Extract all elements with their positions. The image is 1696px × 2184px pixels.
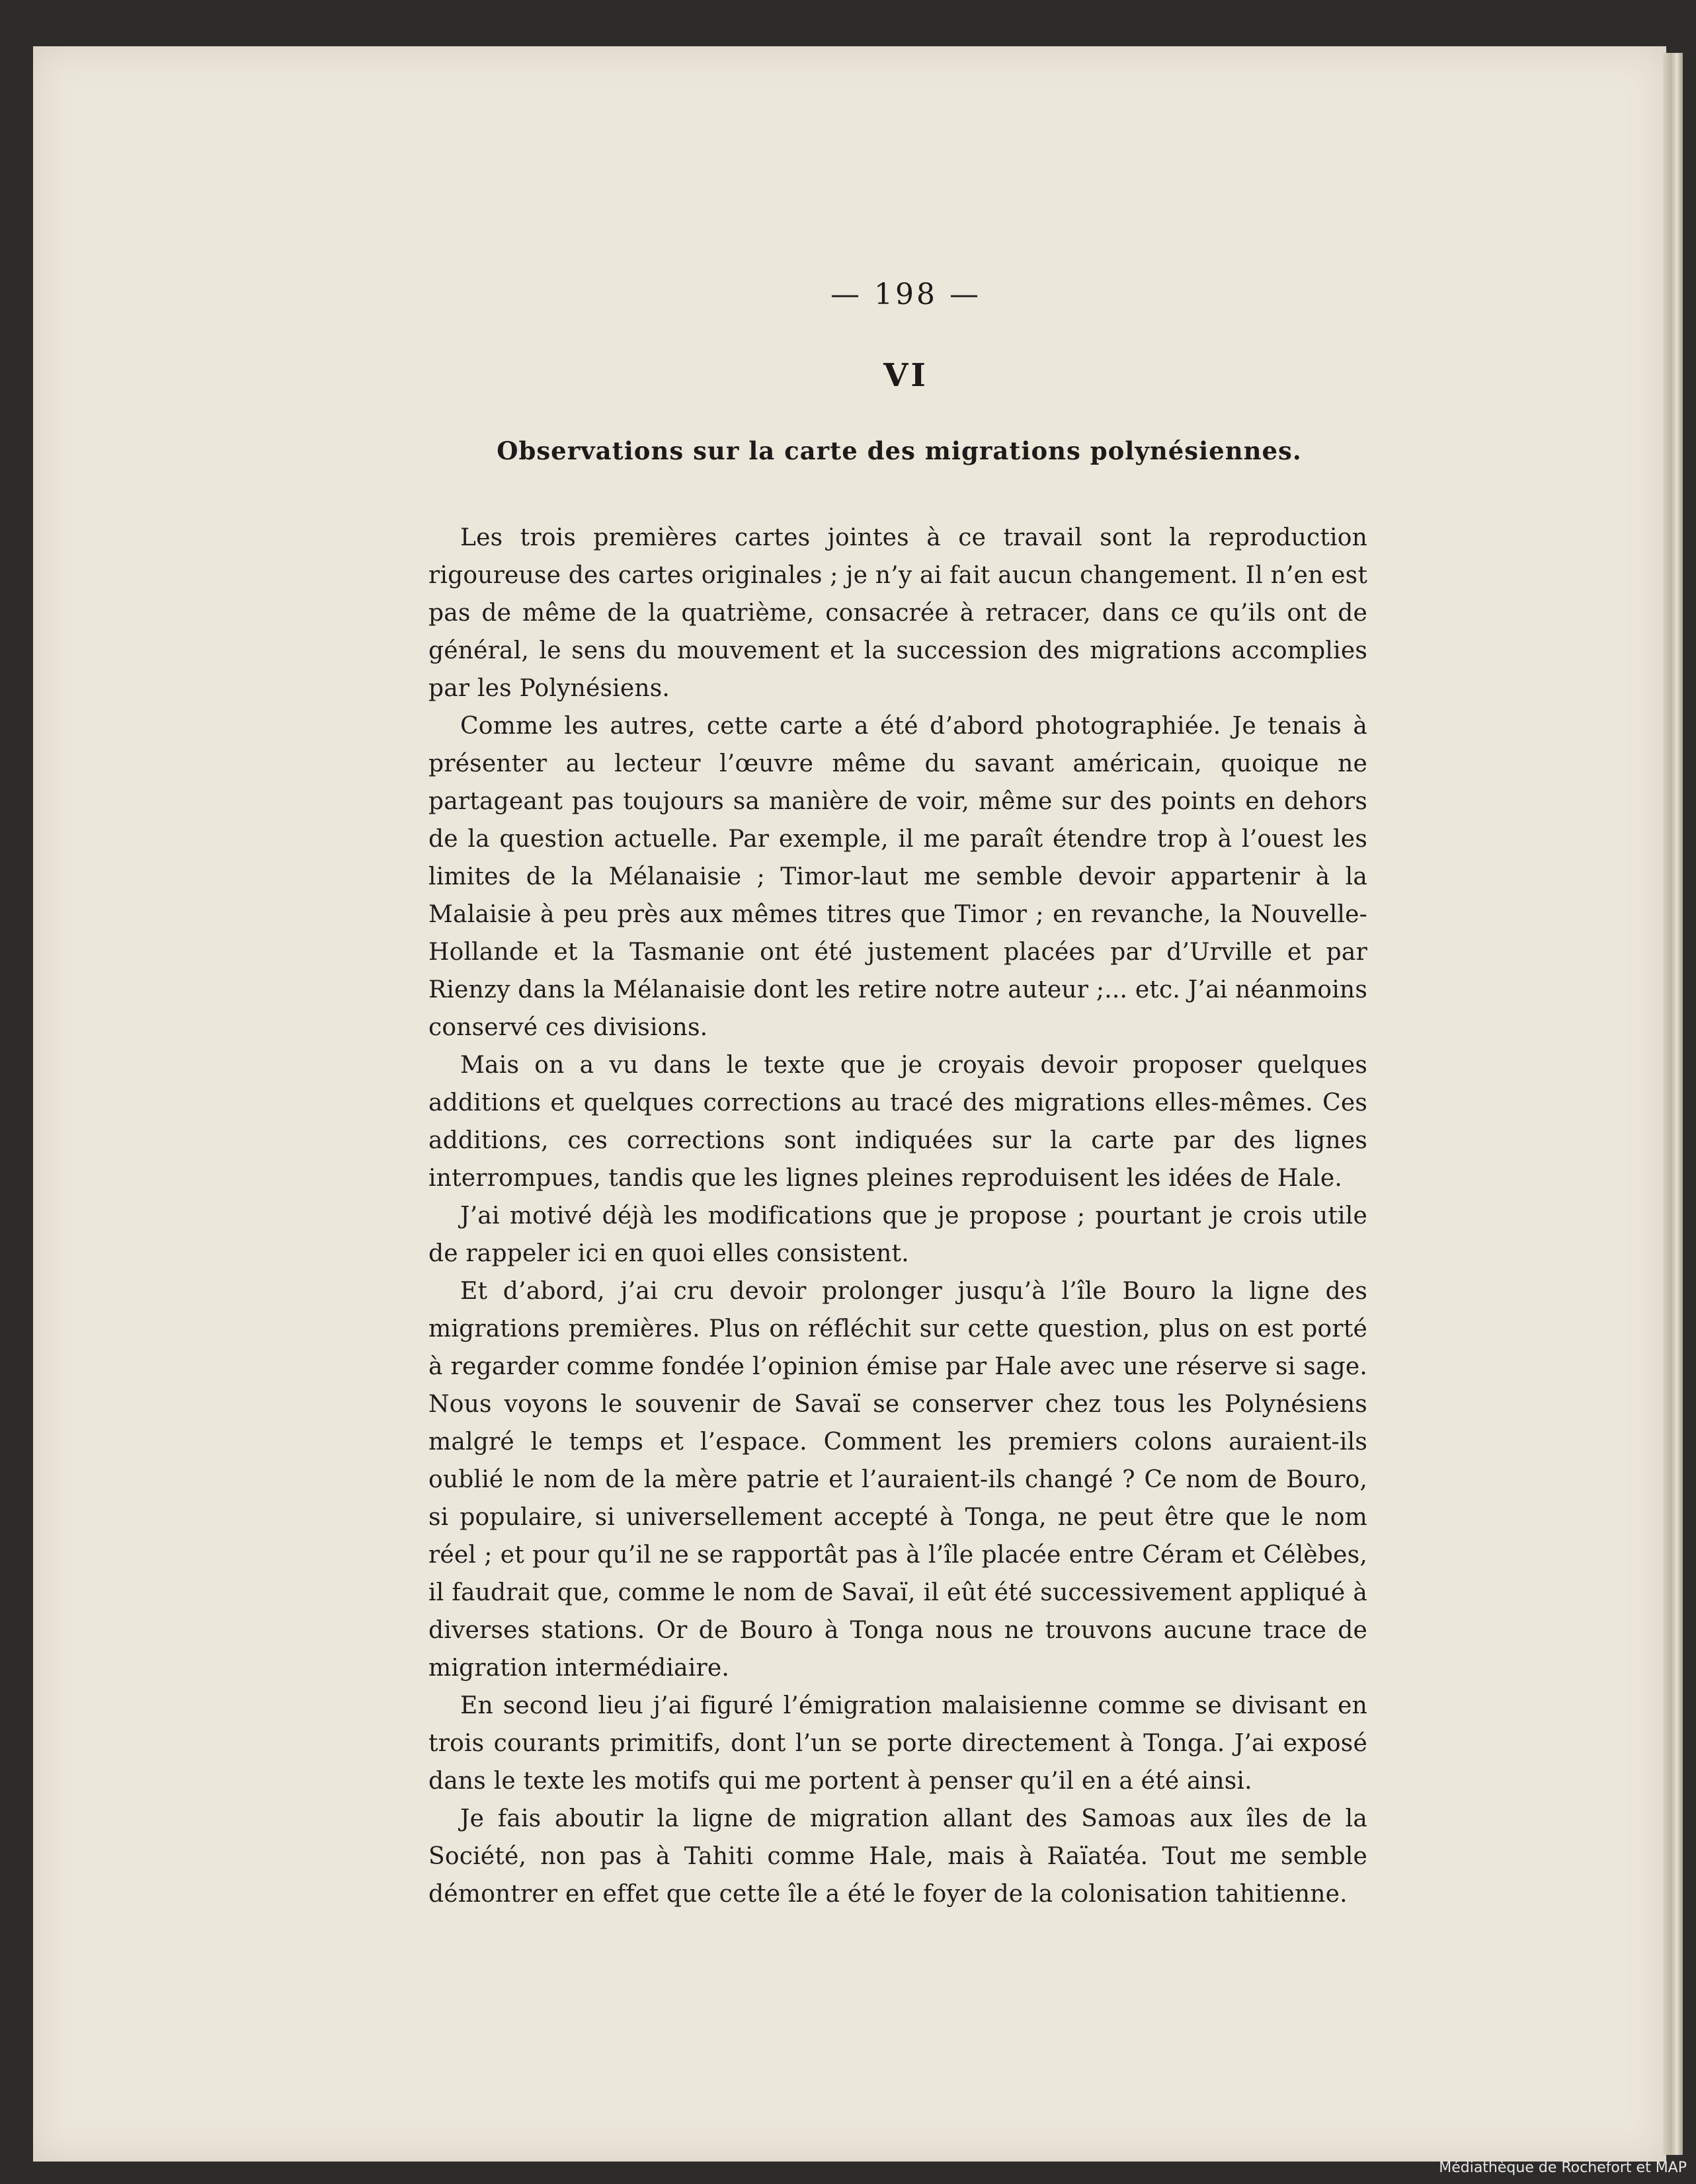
paragraph: Je fais aboutir la ligne de migration allant des Samoas aux îles de la Société, non pas à Tahiti comme Hale, mais à Raïatéa. Tout me semble démontrer en effet que cette île a été le foyer de la colonisation tahitienne.: [428, 1805, 1367, 1908]
paragraph: Mais on a vu dans le texte que je croyais devoir proposer quelques additions et quelques corrections au tracé des migrations elles-mêmes. Ces additions, ces corrections sont indiquées sur la carte par des lignes interrompues, tandis que les lignes pleines reproduisent les idées de Hale.: [428, 1052, 1367, 1192]
page-number: — 198 —: [830, 278, 981, 311]
paragraph: J’ai motivé déjà les modifications que je propose ; pourtant je crois utile de rappeler ici en quoi elles consistent.: [428, 1202, 1367, 1267]
section-title: Observations sur la carte des migrations polynésiennes.: [497, 436, 1302, 465]
chapter-heading: VI: [883, 357, 928, 394]
paragraph: Comme les autres, cette carte a été d’abord photographiée. Je tenais à présenter au lecteur l’œuvre même du savant américain, quoique ne partageant pas toujours sa manière de voir, même sur des points en dehors de la question actuelle. Par exemple, il me paraît étendre trop à l’ouest les limites de la Mélanaisie ; Timor-laut me semble devoir appartenir à la Malaisie à peu près aux mêmes titres que Timor ; en revanche, la Nouvelle-Hollande et la Tasmanie ont été justement placées par d’Urville et par Rienzy dans la Mélanaisie dont les retire notre auteur ;... etc. J’ai néanmoins conservé ces divisions.: [428, 713, 1367, 1041]
library-credit: Médiathèque de Rochefort et MAP: [1439, 2160, 1687, 2176]
paragraph: Les trois premières cartes jointes à ce travail sont la reproduction rigoureuse des cartes originales ; je n’y ai fait aucun changement. Il n’en est pas de même de la quatrième, consacrée à retracer, dans ce qu’ils ont de général, le sens du mouvement et la succession des migrations accomplies par les Polynésiens.: [428, 524, 1367, 702]
paragraph: Et d’abord, j’ai cru devoir prolonger jusqu’à l’île Bouro la ligne des migrations premières. Plus on réfléchit sur cette question, plus on est porté à regarder comme fondée l’opinion émise par Hale avec une réserve si sage. Nous voyons le souvenir de Savaï se conserver chez tous les Polynésiens malgré le temps et l’espace. Comment les premiers colons auraient-ils oublié le nom de la mère patrie et l’auraient-ils changé ? Ce nom de Bouro, si populaire, si universellement accepté à Tonga, ne peut être que le nom réel ; et pour qu’il ne se rapportât pas à l’île placée entre Céram et Célèbes, il faudrait que, comme le nom de Savaï, il eût été successivement appliqué à diverses stations. Or de Bouro à Tonga nous ne trouvons aucune trace de migration intermédiaire.: [428, 1278, 1367, 1682]
body-text: [428, 519, 1367, 1913]
paragraph: En second lieu j’ai figuré l’émigration malaisienne comme se divisant en trois courants primitifs, dont l’un se porte directement à Tonga. J’ai exposé dans le texte les motifs qui me portent à penser qu’il en a été ainsi.: [428, 1692, 1367, 1795]
